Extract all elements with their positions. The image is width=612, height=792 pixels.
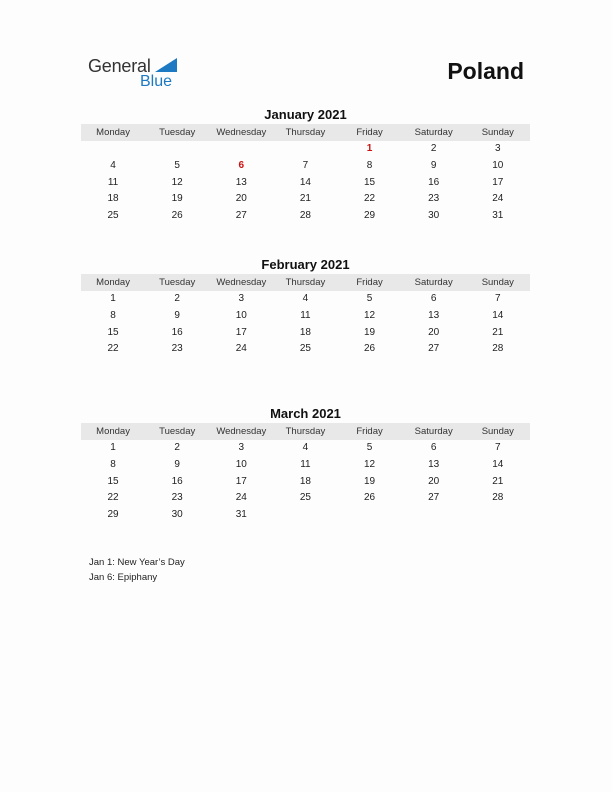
day-cell: 8	[366, 159, 373, 171]
day-cell: 10	[235, 309, 247, 321]
day-cell: 7	[495, 293, 501, 304]
weekday-label: Wednesday	[216, 426, 267, 437]
empty-day-cell	[466, 507, 530, 524]
weekday-header-row	[81, 274, 530, 291]
day-cell: 2	[430, 143, 437, 154]
weekday-label: Monday	[96, 426, 130, 437]
weekday-label: Thursday	[285, 127, 326, 138]
day-cell: 26	[364, 492, 376, 504]
day-cell: 10	[235, 458, 247, 470]
day-cell: 20	[428, 326, 440, 338]
weekday-label: Tuesday	[159, 127, 196, 138]
weekday-label: Sunday	[481, 127, 514, 138]
weekday-label: Friday	[356, 277, 383, 288]
day-cell: 5	[366, 293, 373, 304]
day-cell: 29	[107, 509, 119, 521]
week-row	[81, 490, 530, 507]
day-cell: 18	[107, 193, 119, 205]
weekday-label: Monday	[96, 277, 130, 288]
week-row	[81, 325, 530, 342]
day-cell: 31	[492, 210, 504, 222]
weekday-label: Friday	[356, 127, 383, 138]
weekday-label: Saturday	[414, 426, 453, 437]
holiday-note: Jan 1: New Year’s Day	[89, 557, 185, 568]
weekday-label: Monday	[96, 127, 130, 138]
day-cell: 21	[299, 193, 311, 205]
day-cell: 21	[492, 475, 504, 487]
day-cell: 5	[174, 159, 180, 171]
day-cell: 2	[174, 293, 180, 304]
empty-day-cell	[338, 507, 402, 524]
day-cell: 17	[235, 326, 247, 338]
country-title: Poland	[447, 58, 524, 84]
weekday-label: Tuesday	[159, 277, 196, 288]
empty-day-cell	[145, 141, 209, 158]
day-cell: 25	[299, 343, 311, 355]
day-cell: 20	[235, 193, 247, 205]
logo-general-text: General	[88, 56, 151, 76]
day-cell: 25	[299, 492, 311, 504]
day-cell: 22	[364, 193, 376, 205]
month-title: February 2021	[261, 257, 350, 272]
empty-day-cell	[81, 141, 145, 158]
week-row	[81, 208, 530, 225]
day-cell: 22	[107, 492, 119, 504]
day-cell: 27	[235, 210, 247, 222]
month-january	[81, 106, 530, 225]
day-cell: 2	[174, 442, 180, 453]
weekday-label: Sunday	[481, 426, 514, 437]
week-row	[81, 440, 530, 457]
day-cell: 12	[171, 176, 183, 188]
day-cell: 28	[492, 343, 504, 355]
weekday-label: Saturday	[414, 127, 453, 138]
day-cell: 8	[110, 309, 116, 321]
day-cell: 8	[110, 458, 116, 470]
day-cell: 19	[364, 326, 376, 338]
day-cell: 24	[235, 343, 247, 355]
day-cell: 23	[171, 343, 183, 355]
weekday-header-row	[81, 423, 530, 440]
day-cell: 11	[300, 309, 311, 321]
general-blue-logo	[88, 56, 188, 92]
weekday-label: Saturday	[414, 277, 453, 288]
week-row	[81, 308, 530, 325]
day-cell: 23	[428, 193, 440, 205]
week-row	[81, 457, 530, 474]
empty-day-cell	[273, 507, 337, 524]
week-row	[81, 158, 530, 175]
day-cell: 16	[428, 176, 440, 188]
weekday-header-row	[81, 124, 530, 141]
empty-day-cell	[273, 141, 337, 158]
logo-triangle-icon	[155, 58, 177, 72]
day-cell: 14	[492, 309, 504, 321]
day-cell: 9	[174, 309, 180, 321]
day-cell: 26	[364, 343, 376, 355]
day-cell: 11	[300, 458, 311, 470]
day-cell: 23	[171, 492, 183, 504]
day-cell: 25	[107, 210, 119, 222]
month-february	[81, 256, 530, 358]
week-row	[81, 141, 530, 158]
day-cell: 1	[110, 442, 116, 453]
day-cell: 4	[302, 293, 309, 304]
logo-blue-text: Blue	[140, 73, 173, 90]
day-cell: 14	[299, 176, 311, 188]
day-cell: 3	[238, 442, 245, 453]
weekday-label: Wednesday	[216, 127, 267, 138]
day-cell: 18	[299, 475, 311, 487]
day-cell: 19	[171, 193, 183, 205]
day-cell: 1	[366, 143, 373, 154]
day-cell: 7	[302, 159, 309, 171]
week-row	[81, 474, 530, 491]
day-cell: 19	[364, 475, 376, 487]
day-cell: 21	[492, 326, 504, 338]
week-row	[81, 175, 530, 192]
month-march	[81, 405, 530, 524]
day-cell: 24	[492, 193, 504, 205]
day-cell: 12	[364, 309, 376, 321]
weekday-label: Thursday	[285, 426, 326, 437]
day-cell: 3	[495, 143, 501, 154]
day-cell: 20	[428, 475, 440, 487]
day-cell: 30	[171, 509, 183, 521]
month-title: January 2021	[264, 107, 347, 122]
empty-day-cell	[402, 507, 466, 524]
holiday-notes	[89, 555, 185, 585]
day-cell: 6	[238, 159, 245, 171]
weekday-label: Wednesday	[216, 277, 267, 288]
day-cell: 22	[107, 343, 119, 355]
day-cell: 9	[430, 159, 437, 171]
day-cell: 13	[235, 176, 247, 188]
day-cell: 30	[428, 210, 440, 222]
day-cell: 6	[430, 293, 437, 304]
day-cell: 17	[235, 475, 247, 487]
day-cell: 26	[171, 210, 183, 222]
day-cell: 7	[495, 442, 501, 453]
day-cell: 15	[364, 176, 376, 188]
day-cell: 16	[171, 326, 183, 338]
day-cell: 1	[110, 293, 116, 304]
holiday-note: Jan 6: Epiphany	[89, 572, 158, 583]
day-cell: 15	[107, 326, 119, 338]
weekday-label: Thursday	[285, 277, 326, 288]
weekday-label: Sunday	[481, 277, 514, 288]
day-cell: 11	[107, 176, 119, 188]
day-cell: 28	[299, 210, 311, 222]
day-cell: 13	[428, 309, 440, 321]
day-cell: 15	[107, 475, 119, 487]
weekday-label: Tuesday	[159, 426, 196, 437]
day-cell: 3	[238, 293, 245, 304]
weekday-label: Friday	[356, 426, 383, 437]
day-cell: 4	[302, 442, 309, 453]
day-cell: 24	[235, 492, 247, 504]
day-cell: 18	[299, 326, 311, 338]
day-cell: 29	[364, 210, 376, 222]
day-cell: 17	[492, 176, 504, 188]
day-cell: 16	[171, 475, 183, 487]
day-cell: 27	[428, 492, 440, 504]
day-cell: 13	[428, 458, 440, 470]
empty-day-cell	[209, 141, 273, 158]
week-row	[81, 341, 530, 358]
day-cell: 28	[492, 492, 504, 504]
week-row	[81, 507, 530, 524]
day-cell: 6	[430, 442, 437, 453]
month-title: March 2021	[270, 406, 341, 421]
week-row	[81, 191, 530, 208]
week-row	[81, 291, 530, 308]
day-cell: 27	[428, 343, 440, 355]
day-cell: 5	[366, 442, 373, 453]
day-cell: 12	[364, 458, 376, 470]
day-cell: 9	[174, 458, 180, 470]
day-cell: 31	[235, 509, 247, 521]
day-cell: 14	[492, 458, 504, 470]
day-cell: 4	[110, 159, 116, 171]
day-cell: 10	[492, 159, 504, 171]
